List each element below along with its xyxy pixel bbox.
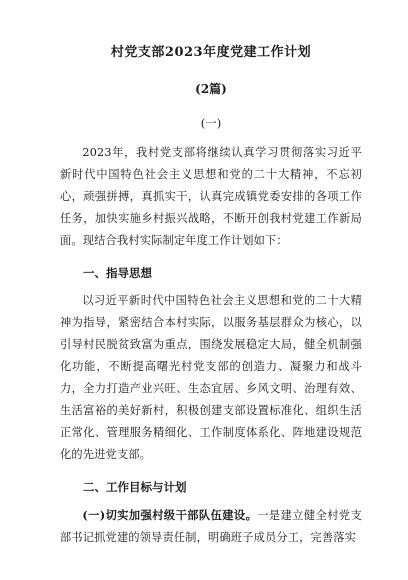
goals-item-1-body: 一是建立健全村党支部书记抓党建的领导责任制，明确班子成员分工，完善落实	[60, 509, 362, 544]
guiding-ideology-paragraph: 以习近平新时代中国特色社会主义思想和党的二十大精神为指导，紧密结合本村实际，以服务基层群众为核心，以引导村民脱贫致富为重点，围绕发展稳定大局，健全机制强化功能，不断提高曙光村党支部的创造力、凝聚力和战斗力，全力打造产业兴旺、生态宜居、乡风文明、治理有效、生活富裕的美好新村，积极创建支部设置标准化、组织生活正常化、管理服务精细化、工作制度体系化、阵地建设规范化的先进党支部。	[60, 294, 362, 461]
intro-paragraph: 2023年，我村党支部将继续认真学习贯彻落实习近平新时代中国特色社会主义思想和党的二十大精神，不忘初心，顽强拼搏，真抓实干，认真完成镇党委安排的各项工作任务，加快实施乡村振兴战略，不断开创我村党建工作新局面。现结合我村实际制定年度工作计划如下：	[60, 146, 362, 247]
goals-item-1-paragraph	[60, 504, 362, 549]
document-title: 村党支部2023年度党建工作计划	[110, 45, 312, 60]
section-heading-guiding-ideology: 一、指导思想	[83, 266, 152, 280]
part-label: (一)	[200, 116, 222, 130]
goals-item-1-heading: (一)切实加强村级干部队伍建设。	[82, 508, 258, 522]
document-subtitle: (2篇)	[195, 82, 227, 96]
section-heading-goals-plans: 二、工作目标与计划	[83, 480, 187, 494]
